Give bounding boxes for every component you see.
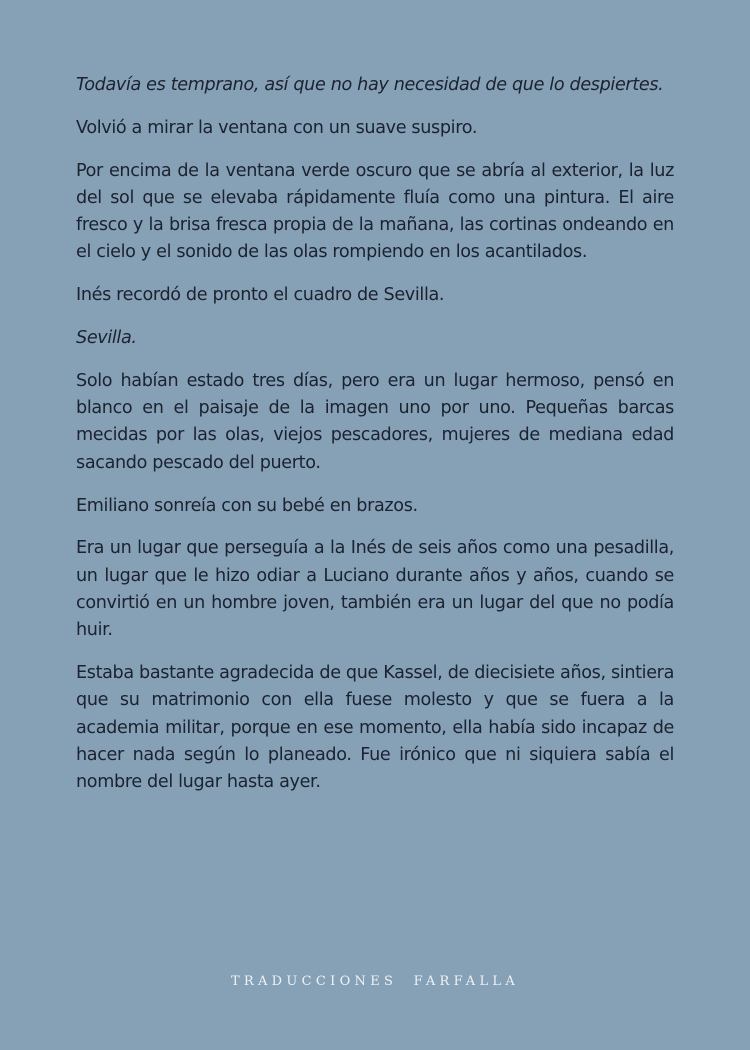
paragraph-italic-thought: Todavía es temprano, así que no hay necesidad de que lo despiertes.	[76, 75, 664, 95]
paragraph: Por encima de la ventana verde oscuro que se abría al exterior, la luz del sol que se elevaba rápidamente fluía como una pintura. El aire fresco y la brisa fresca propia de la mañana, las cortinas ondeando en el cielo y el sonido de las olas rompiendo en los acantilados.	[76, 160, 674, 263]
paragraph: Volvió a mirar la ventana con un suave suspiro.	[76, 117, 478, 138]
paragraph: Inés recordó de pronto el cuadro de Sevilla.	[76, 285, 445, 306]
paragraph-italic-thought: Sevilla.	[76, 328, 137, 349]
paragraph: Emiliano sonreía con su bebé en brazos.	[76, 495, 418, 516]
paragraph: Solo habían estado tres días, pero era un lugar hermoso, pensó en blanco en el paisaje de la imagen uno por uno. Pequeñas barcas mecidas por las olas, viejos pescadores, mujeres de mediana edad sacando pescado del puerto.	[76, 370, 674, 473]
paragraph: Era un lugar que perseguía a la Inés de seis años como una pesadilla, un lugar que le hizo odiar a Luciano durante años y años, cuando se convirtió en un hombre joven, también era un lugar del que no podía huir.	[76, 538, 674, 641]
paragraph: Estaba bastante agradecida de que Kassel, de diecisiete años, sintiera que su matrimonio con ella fuese molesto y que se fuera a la academia militar, porque en ese momento, ella había sido incapaz de hacer nada según lo planeado. Fue irónico que ni siquiera sabía el nombre del lugar hasta ayer.	[76, 663, 674, 793]
document-body	[76, 72, 674, 812]
footer-credit: TRADUCCIONES FARFALLA	[230, 974, 520, 989]
